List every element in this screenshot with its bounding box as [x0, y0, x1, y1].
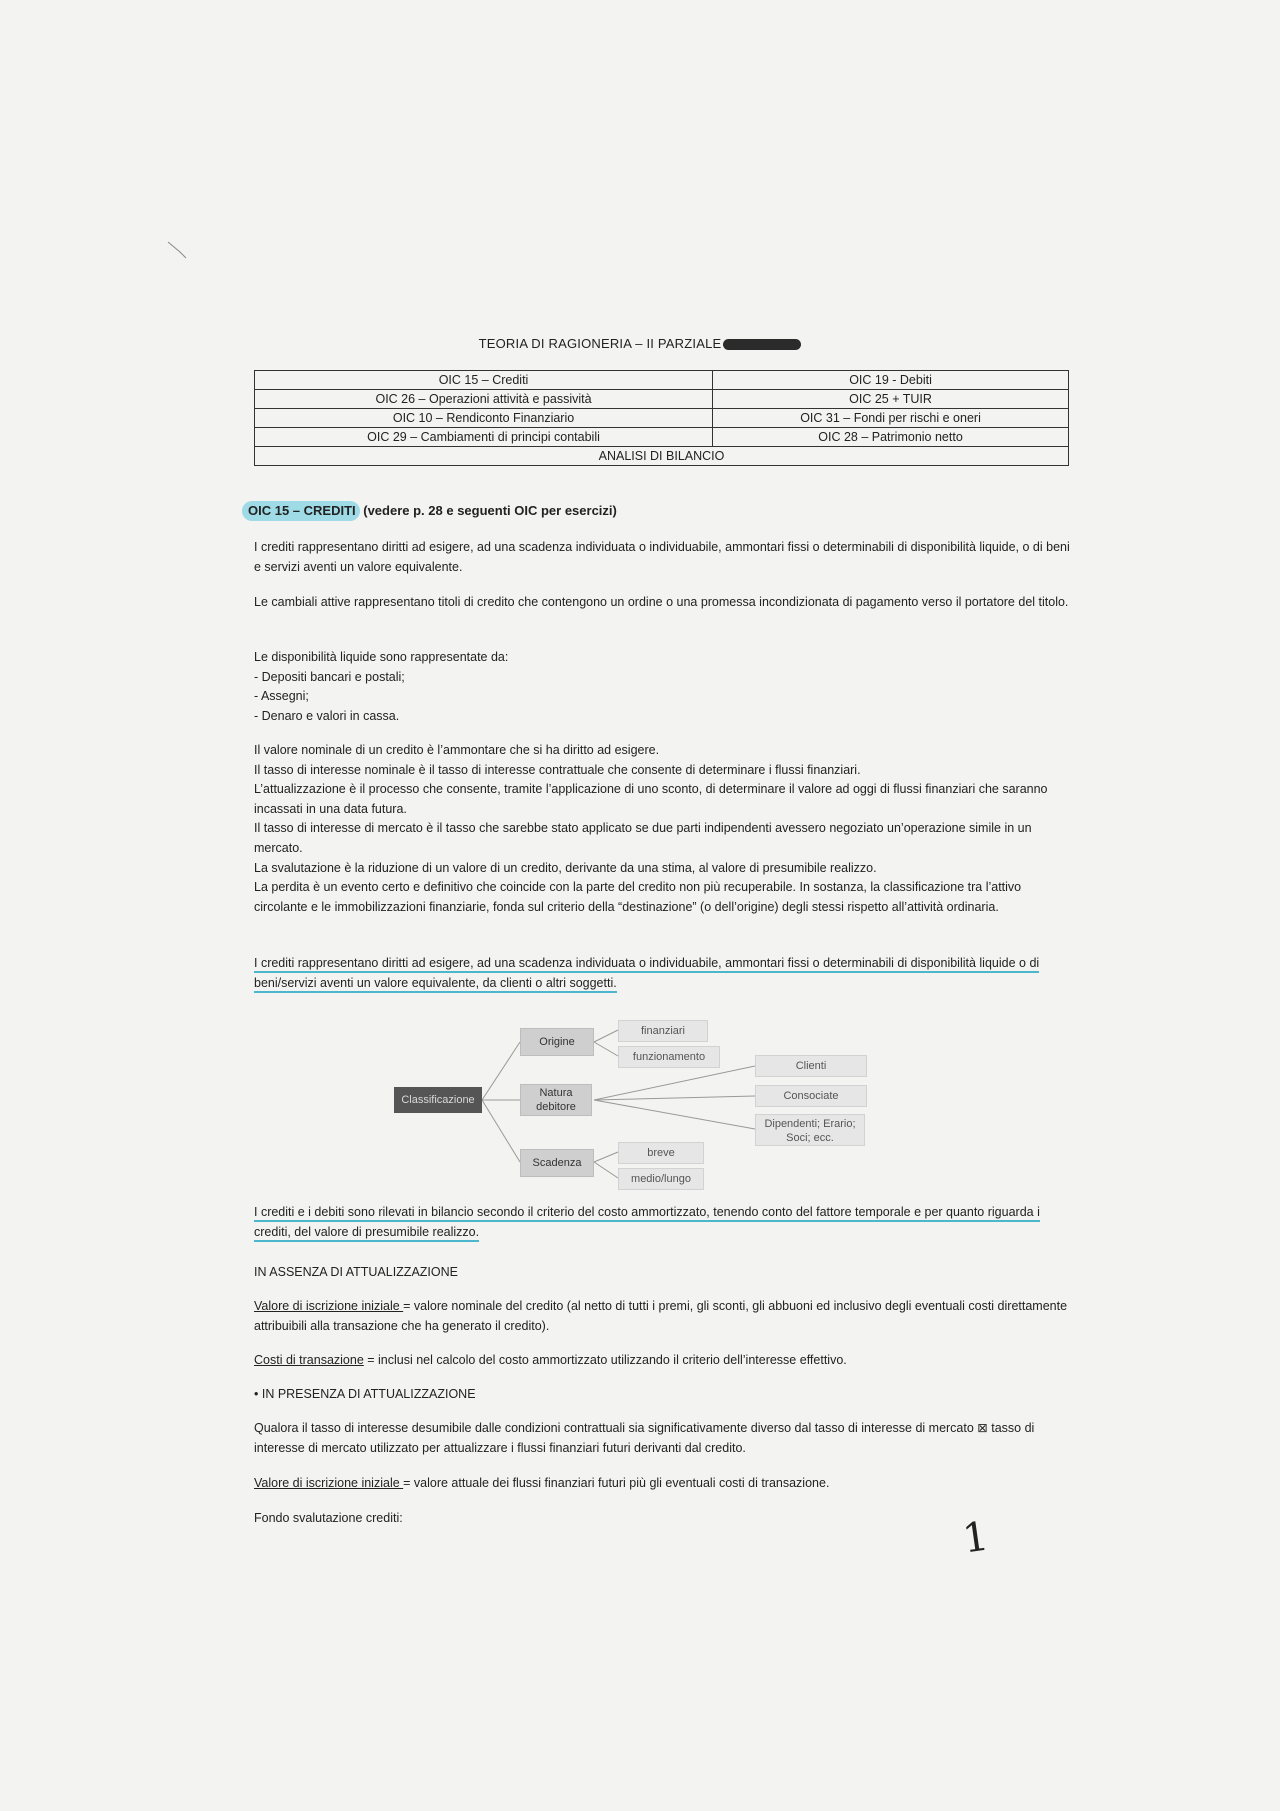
paragraph-disponibilita [254, 648, 1074, 726]
paragraph-text: Le disponibilità liquide sono rappresentate da: [254, 650, 509, 664]
diagram-node-natura: Natura debitore [520, 1084, 592, 1116]
paragraph-costo-ammortizzato [254, 1203, 1074, 1242]
definition-line: Il tasso di interesse di mercato è il tasso che sarebbe stato applicato se due parti indipendenti avessero negoziato un’operazione simile in un mercato. [254, 821, 1032, 855]
heading-assenza-attualizzazione [254, 1263, 1074, 1283]
scan-mark [166, 240, 190, 262]
table-cell: OIC 15 – Crediti [255, 371, 713, 390]
paragraph-fondo-svalutazione [254, 1509, 1074, 1529]
diagram-node-scadenza: Scadenza [520, 1149, 594, 1177]
paragraph-tasso-mercato [254, 1419, 1074, 1458]
section-heading [242, 503, 617, 518]
underlined-term: Valore di iscrizione iniziale [254, 1476, 404, 1490]
paragraph-underlined-definition [254, 954, 1074, 993]
term-definition: = valore attuale dei flussi finanziari futuri più gli eventuali costi di transazione. [403, 1476, 830, 1490]
table-cell: OIC 31 – Fondi per rischi e oneri [713, 409, 1069, 428]
underlined-term: Valore di iscrizione iniziale [254, 1299, 404, 1313]
subheading-text: • IN PRESENZA DI ATTUALIZZAZIONE [254, 1387, 476, 1401]
table-cell: OIC 28 – Patrimonio netto [713, 428, 1069, 447]
term-definition: = inclusi nel calcolo del costo ammortizzato utilizzando il criterio dell’interesse effettivo. [363, 1353, 847, 1367]
section-heading-note: (vedere p. 28 e seguenti OIC per esercizi) [359, 503, 617, 518]
table-footer-row [255, 447, 1069, 466]
diagram-leaf-breve: breve [618, 1142, 704, 1164]
classification-diagram [390, 1012, 880, 1202]
table-cell: OIC 10 – Rendiconto Finanziario [255, 409, 713, 428]
paragraph-valore-iscrizione [254, 1297, 1074, 1336]
handwritten-page-number: 1 [959, 1513, 992, 1563]
term-definition: = valore nominale del credito (al netto di tutti i premi, gli sconti, gli abbuoni ed inclusivo degli eventuali costi direttamente attribuibili alla transazione che ha generato il credito). [254, 1299, 1068, 1333]
document-title-text: TEORIA DI RAGIONERIA – II PARZIALE [478, 336, 722, 351]
document-title [0, 336, 1280, 351]
diagram-leaf-funzionamento: funzionamento [618, 1046, 720, 1068]
paragraph-text [254, 1203, 1074, 1242]
list-item: - Denaro e valori in cassa. [254, 708, 400, 723]
paragraph-cambiali [254, 593, 1074, 613]
paragraph-definitions-list [254, 741, 1074, 917]
paragraph-text: Fondo svalutazione crediti: [254, 1511, 403, 1525]
list-item: - Assegni; [254, 689, 309, 704]
highlighted-underline-text: I crediti e i debiti sono rilevati in bilancio secondo il criterio del costo ammortizzato, tenendo conto del fattore temporale e per quanto riguarda i crediti, del valore di presumibile realizzo. [254, 1205, 1040, 1242]
highlighted-underline-text: I crediti rappresentano diritti ad esigere, ad una scadenza individuata o individuabile, ammontari fissi o determinabili di disponibilità liquide o di beni/servizi aventi un valore equivalente, da clienti o altri soggetti. [254, 956, 1039, 993]
definition-line: La svalutazione è la riduzione di un valore di un credito, derivante da una stima, al valore di presumibile realizzo. [254, 860, 877, 875]
paragraph-text [254, 1474, 1074, 1494]
diagram-leaf-medio-lungo: medio/lungo [618, 1168, 704, 1190]
diagram-leaf-dipendenti: Dipendenti; Erario; Soci; ecc. [755, 1114, 865, 1146]
diagram-root-node: Classificazione [394, 1087, 482, 1113]
list-item: - Depositi bancari e postali; [254, 669, 405, 684]
definition-line: L’attualizzazione è il processo che consente, tramite l’applicazione di uno sconto, di determinare il valore ad oggi di flussi finanziari che saranno incassati in una data futura. [254, 782, 1048, 816]
diagram-leaf-consociate: Consociate [755, 1085, 867, 1107]
diagram-leaf-clienti: Clienti [755, 1055, 867, 1077]
paragraph-definition [254, 538, 1074, 577]
paragraph-text [254, 1351, 1074, 1371]
paragraph-valore-iscrizione-attualizzato [254, 1474, 1074, 1494]
definition-line: La perdita è un evento certo e definitivo che coincide con la parte del credito non più recuperabile. In sostanza, la classificazione tra l’attivo circolante e le immobilizzazioni finanziarie, fonda sul criterio della “destinazione” (o dell’origine) degli stessi rispetto all’attività ordinaria. [254, 880, 1022, 914]
table-row [255, 371, 1069, 390]
table-cell: OIC 19 - Debiti [713, 371, 1069, 390]
paragraph-text [254, 1297, 1074, 1336]
table-footer-cell: ANALISI DI BILANCIO [255, 447, 1069, 466]
subheading-text: IN ASSENZA DI ATTUALIZZAZIONE [254, 1265, 458, 1279]
paragraph-text: I crediti rappresentano diritti ad esigere, ad una scadenza individuata o individuabile, ammontari fissi o determinabili di disponibilità liquide, o di beni e servizi aventi un valore equivalente. [254, 540, 1070, 574]
underlined-term: Costi di transazione [254, 1353, 364, 1367]
definition-line: Il valore nominale di un credito è l’ammontare che si ha diritto ad esigere. [254, 743, 660, 757]
heading-presenza-attualizzazione [254, 1385, 1074, 1405]
table-cell: OIC 26 – Operazioni attività e passività [255, 390, 713, 409]
diagram-leaf-finanziari: finanziari [618, 1020, 708, 1042]
table-row [255, 390, 1069, 409]
oic-table [254, 370, 1069, 466]
table-row [255, 428, 1069, 447]
table-cell: OIC 29 – Cambiamenti di principi contabili [255, 428, 713, 447]
highlighted-heading: OIC 15 – CREDITI [242, 501, 360, 521]
table-row [255, 409, 1069, 428]
paragraph-text: Qualora il tasso di interesse desumibile dalle condizioni contrattuali sia significativamente diverso dal tasso di interesse di mercato ⊠ tasso di interesse di mercato utilizzato per attualizzare i flussi finanziari futuri derivanti dal credito. [254, 1421, 1035, 1455]
paragraph-text: Le cambiali attive rappresentano titoli di credito che contengono un ordine o una promessa incondizionata di pagamento verso il portatore del titolo. [254, 595, 1069, 609]
paragraph-costi-transazione [254, 1351, 1074, 1371]
paragraph-text [254, 954, 1074, 993]
definition-line: Il tasso di interesse nominale è il tasso di interesse contrattuale che consente di determinare i flussi finanziari. [254, 762, 861, 777]
diagram-node-origine: Origine [520, 1028, 594, 1056]
redaction-mark [723, 339, 801, 350]
table-cell: OIC 25 + TUIR [713, 390, 1069, 409]
